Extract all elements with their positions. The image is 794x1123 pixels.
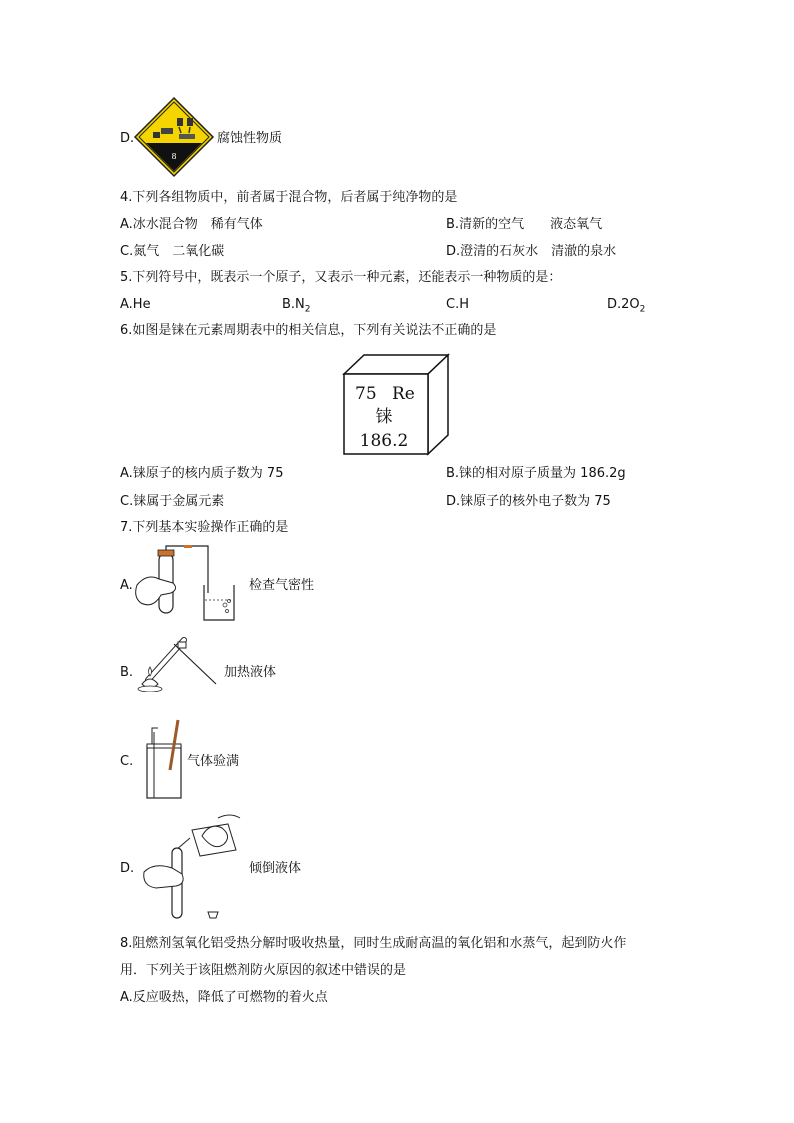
q4-option-c: C.氮气 二氧化碳 xyxy=(120,244,225,259)
q5-option-c: C.H xyxy=(446,297,469,312)
element-symbol: Re xyxy=(392,384,415,404)
q6-option-b: B.铼的相对原子质量为 186.2g xyxy=(446,466,626,481)
q7-option-a-caption: 检查气密性 xyxy=(249,578,315,593)
q7-option-d-letter: D. xyxy=(120,861,135,876)
q4-option-b: B.清新的空气 液态氧气 xyxy=(446,217,603,232)
q5-option-a: A.He xyxy=(120,297,151,312)
corrosive-hazard-sign-icon xyxy=(133,96,215,178)
element-name: 铼 xyxy=(375,407,393,427)
q6-option-c: C.铼属于金属元素 xyxy=(120,494,225,509)
hazard-class-number: 8 xyxy=(171,152,177,161)
q4-option-d: D.澄清的石灰水 清澈的泉水 xyxy=(446,244,617,259)
q7-option-c-letter: C. xyxy=(120,754,134,769)
q4-option-a: A.冰水混合物 稀有气体 xyxy=(120,217,263,232)
option-d-letter: D. xyxy=(120,131,135,146)
question-8-stem-line2: 用．下列关于该阻燃剂防火原因的叙述中错误的是 xyxy=(120,963,407,978)
option-d-text: 腐蚀性物质 xyxy=(217,131,283,146)
gas-full-test-illustration xyxy=(140,718,188,800)
question-6-stem: 6.如图是铼在元素周期表中的相关信息，下列有关说法不正确的是 xyxy=(120,323,497,338)
atomic-mass: 186.2 xyxy=(359,431,409,451)
q5-option-b: $B.N_2$ xyxy=(282,297,311,315)
question-4-stem: 4.下列各组物质中，前者属于混合物，后者属于纯净物的是 xyxy=(120,190,458,205)
heating-liquid-illustration xyxy=(134,632,222,692)
question-8-stem-line1: 8.阻燃剂氢氧化铝受热分解时吸收热量，同时生成耐高温的氧化铝和水蒸气，起到防火作 xyxy=(120,936,627,951)
q7-option-b-caption: 加热液体 xyxy=(224,665,277,680)
q6-option-a: A.铼原子的核内质子数为 75 xyxy=(120,466,284,481)
atomic-number: 75 xyxy=(355,384,377,404)
airtightness-check-illustration xyxy=(132,545,244,625)
question-7-stem: 7.下列基本实验操作正确的是 xyxy=(120,520,289,535)
q7-option-c-caption: 气体验满 xyxy=(187,754,240,769)
question-5-stem: 5.下列符号中，既表示一个原子，又表示一种元素，还能表示一种物质的是： xyxy=(120,270,562,285)
q5-option-d: $D.2O_2$ xyxy=(607,297,646,315)
element-cell-rhenium xyxy=(340,352,452,457)
q7-option-d-caption: 倾倒液体 xyxy=(249,861,302,876)
q8-option-a: A.反应吸热，降低了可燃物的着火点 xyxy=(120,990,328,1005)
q7-option-a-letter: A. xyxy=(120,578,133,593)
pouring-liquid-illustration xyxy=(132,808,244,922)
q6-option-d: D.铼原子的核外电子数为 75 xyxy=(446,494,611,509)
q7-option-b-letter: B. xyxy=(120,665,134,680)
